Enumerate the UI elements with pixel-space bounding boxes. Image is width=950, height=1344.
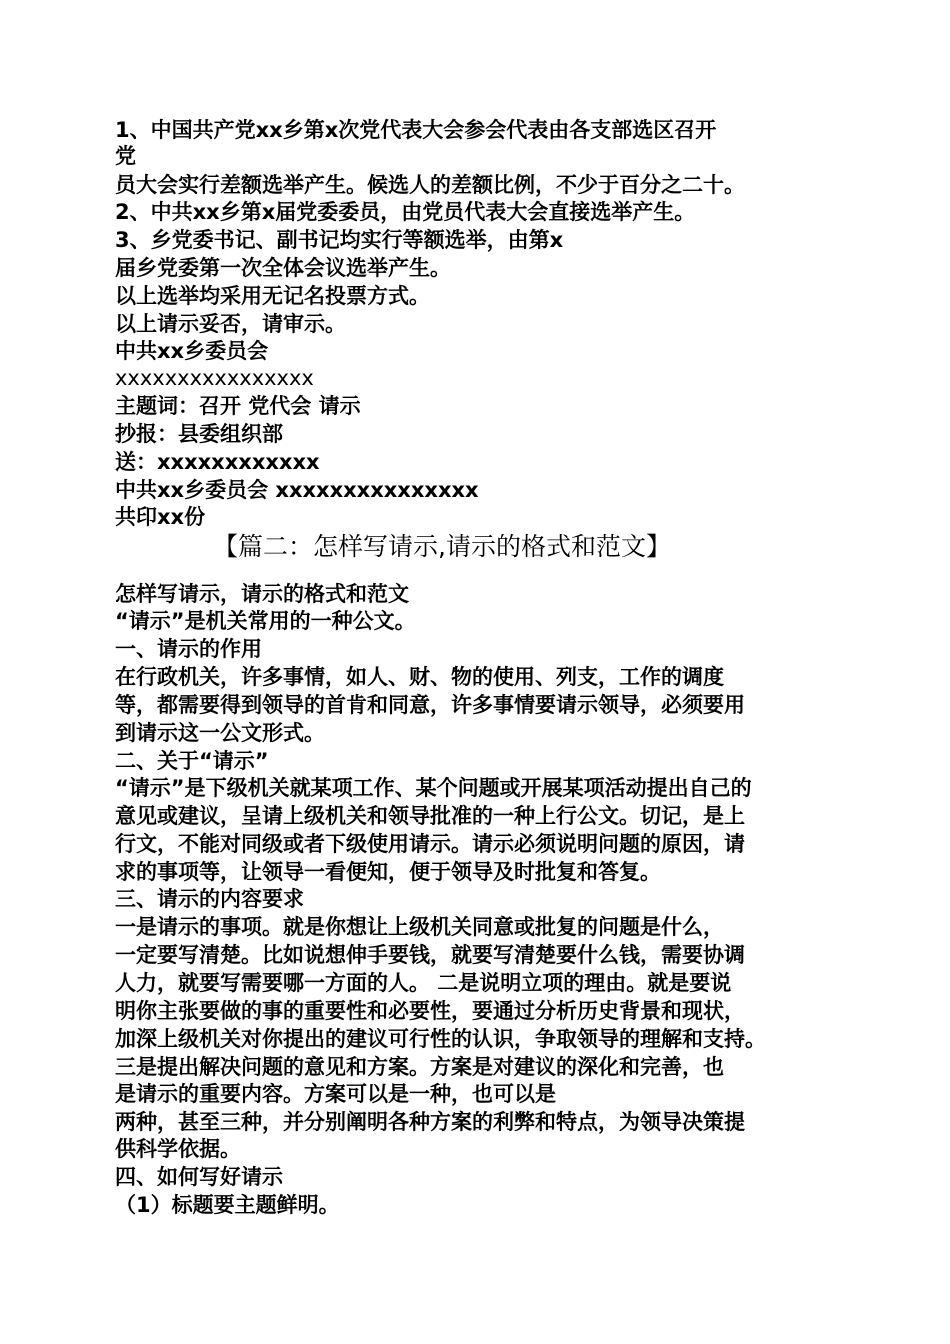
text-line: 加深上级机关对你提出的建议可行性的认识，争取领导的理解和支持。: [115, 1027, 766, 1051]
print-count: 共印xx份: [115, 505, 206, 529]
text-line: 行文，不能对同级或者下级使用请示。请示必须说明问题的原因，请: [115, 832, 745, 856]
send-to: 送：xxxxxxxxxxxx: [115, 450, 320, 474]
text-line: 是请示的重要内容。方案可以是一种，也可以是: [115, 1082, 556, 1106]
text-line: “请示”是下级机关就某项工作、某个问题或开展某项活动提出自己的: [115, 776, 752, 800]
text-line: 党: [115, 144, 136, 168]
text-line: “请示”是机关常用的一种公文。: [115, 609, 416, 633]
text-line: 一、请示的作用: [115, 637, 262, 661]
text-line: 三、请示的内容要求: [115, 887, 304, 911]
text-line: 以上请示妥否，请审示。: [115, 312, 346, 336]
text-line: 以上选举均采用无记名投票方式。: [115, 284, 430, 308]
text-line: 意见或建议，呈请上级机关和领导批准的一种上行公文。切记，是上: [115, 804, 745, 828]
text-line: 二、关于“请示”: [115, 749, 269, 773]
text-line: 一定要写清楚。比如说想伸手要钱，就要写清楚要什么钱，需要协调: [115, 943, 745, 967]
text-line: 怎样写请示，请示的格式和范文: [115, 582, 409, 606]
issuer-line: 中共xx乡委员会 xxxxxxxxxxxxxxx: [115, 478, 479, 502]
subject-words: 主题词：召开 党代会 请示: [115, 394, 361, 418]
text-line: （1）标题要主题鲜明。: [115, 1193, 340, 1217]
text-line: 到请示这一公文形式。: [115, 721, 325, 745]
text-line: 明你主张要做的事的重要性和必要性，要通过分析历史背景和现状，: [115, 999, 745, 1023]
text-line: 3、乡党委书记、副书记均实行等额选举，由第x: [115, 228, 564, 252]
text-line: xxxxxxxxxxxxxxxx: [115, 366, 314, 390]
text-line: 供科学依据。: [115, 1137, 241, 1161]
text-line: 1、中国共产党xx乡第x次党代表大会参会代表由各支部选区召开: [115, 118, 717, 142]
text-line: 四、如何写好请示: [115, 1165, 283, 1189]
copy-to: 抄报：县委组织部: [115, 422, 283, 446]
text-line: 等，都需要得到领导的首肯和同意，许多事情要请示领导，必须要用: [115, 693, 745, 717]
text-line: 中共xx乡委员会: [115, 339, 269, 363]
text-line: 2、中共xx乡第x届党委委员，由党员代表大会直接选举产生。: [115, 200, 696, 224]
text-line: 求的事项等，让领导一看便知，便于领导及时批复和答复。: [115, 860, 661, 884]
text-line: 两种，甚至三种，并分别阐明各种方案的利弊和特点，为领导决策提: [115, 1110, 745, 1134]
text-line: 三是提出解决问题的意见和方案。方案是对建议的深化和完善，也: [115, 1055, 724, 1079]
text-line: 一是请示的事项。就是你想让上级机关同意或批复的问题是什么，: [115, 915, 724, 939]
text-line: 人力，就要写需要哪一方面的人。 二是说明立项的理由。就是要说: [115, 971, 732, 995]
text-line: 届乡党委第一次全体会议选举产生。: [115, 256, 451, 280]
section-heading: 【篇二：怎样写请示,请示的格式和范文】: [213, 532, 671, 561]
text-line: 在行政机关，许多事情，如人、财、物的使用、列支，工作的调度: [115, 665, 724, 689]
text-line: 员大会实行差额选举产生。候选人的差额比例，不少于百分之二十。: [115, 173, 745, 197]
